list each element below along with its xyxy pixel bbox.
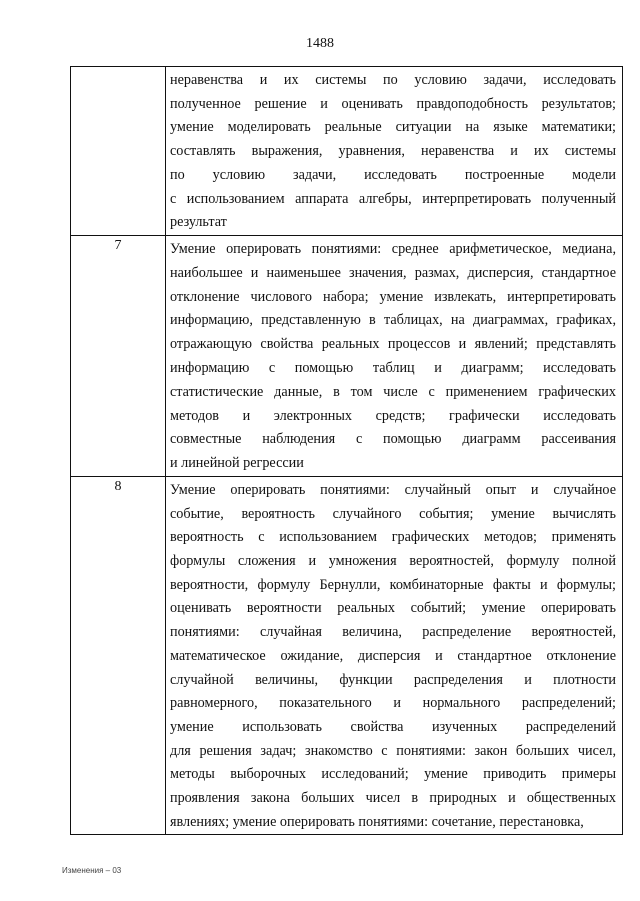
text-line: математическое ожидание, дисперсия и стандартное отклонение <box>170 647 616 664</box>
text-line: наибольшее и наименьшее значения, размах, дисперсия, стандартное <box>170 264 616 281</box>
text-line: отражающую свойства реальных процессов и явлений; представлять <box>170 336 616 353</box>
text-line: отклонение числового набора; умение извлекать, интерпретировать <box>170 288 616 305</box>
text-line: понятиями: случайная величина, распределение вероятностей, <box>170 624 616 641</box>
text-line: и линейной регрессии <box>170 455 304 472</box>
text-line: умение использовать свойства изученных распределений <box>170 718 616 735</box>
text-line: совместные наблюдения с помощью диаграмм рассеивания <box>170 431 616 448</box>
text-line: информацию с помощью таблиц и диаграмм; исследовать <box>170 359 616 376</box>
row-number-cell: 8 <box>71 476 166 835</box>
requirements-table <box>70 66 623 835</box>
text-line: по условию задачи, исследовать построенные модели <box>170 166 616 183</box>
text-line: информацию, представленную в таблицах, на диаграммах, графиках, <box>170 312 616 329</box>
requirement-text-cell <box>166 235 623 476</box>
text-line: методов и электронных средств; графически исследовать <box>170 407 616 424</box>
text-line: равномерного, показательного и нормального распределений; <box>170 695 616 712</box>
requirement-text-cell <box>166 476 623 835</box>
text-line: случайной величины, функции распределения и плотности <box>170 671 616 688</box>
text-line: умение моделировать реальные ситуации на языке математики; <box>170 119 616 136</box>
table-body <box>71 67 623 835</box>
text-line: Умение оперировать понятиями: среднее арифметическое, медиана, <box>170 240 616 257</box>
text-line: для решения задач; знакомство с понятиями: закон больших чисел, <box>170 742 616 759</box>
table-row <box>71 235 623 476</box>
text-line: полученное решение и оценивать правдоподобность результатов; <box>170 95 616 112</box>
text-line: результат <box>170 214 227 231</box>
text-line: событие, вероятность случайного события; умение вычислять <box>170 505 616 522</box>
text-line: составлять выражения, уравнения, неравенства и их системы <box>170 143 616 160</box>
text-line: проявления закона больших чисел в природных и общественных <box>170 790 616 807</box>
table-row <box>71 476 623 835</box>
text-line: Умение оперировать понятиями: случайный опыт и случайное <box>170 481 616 498</box>
text-line: вероятности, формулу Бернулли, комбинаторные факты и формулы; <box>170 576 616 593</box>
requirement-text-cell <box>166 67 623 236</box>
footer-revision: Изменения – 03 <box>62 866 122 875</box>
text-line: методы выборочных исследований; умение приводить примеры <box>170 766 616 783</box>
row-number-cell <box>71 67 166 236</box>
page-number: 1488 <box>306 36 334 51</box>
text-line: статистические данные, в том числе с применением графических <box>170 383 616 400</box>
text-line: вероятность с использованием графических методов; применять <box>170 529 616 546</box>
text-line: явлениях; умение оперировать понятиями: сочетание, перестановка, <box>170 813 584 830</box>
text-line: с использованием аппарата алгебры, интерпретировать полученный <box>170 190 616 207</box>
text-line: неравенства и их системы по условию задачи, исследовать <box>170 72 616 88</box>
row-number-cell: 7 <box>71 235 166 476</box>
text-line: оценивать вероятности реальных событий; умение оперировать <box>170 600 616 617</box>
table-row <box>71 67 623 236</box>
text-line: формулы сложения и умножения вероятностей, формулу полной <box>170 553 616 569</box>
